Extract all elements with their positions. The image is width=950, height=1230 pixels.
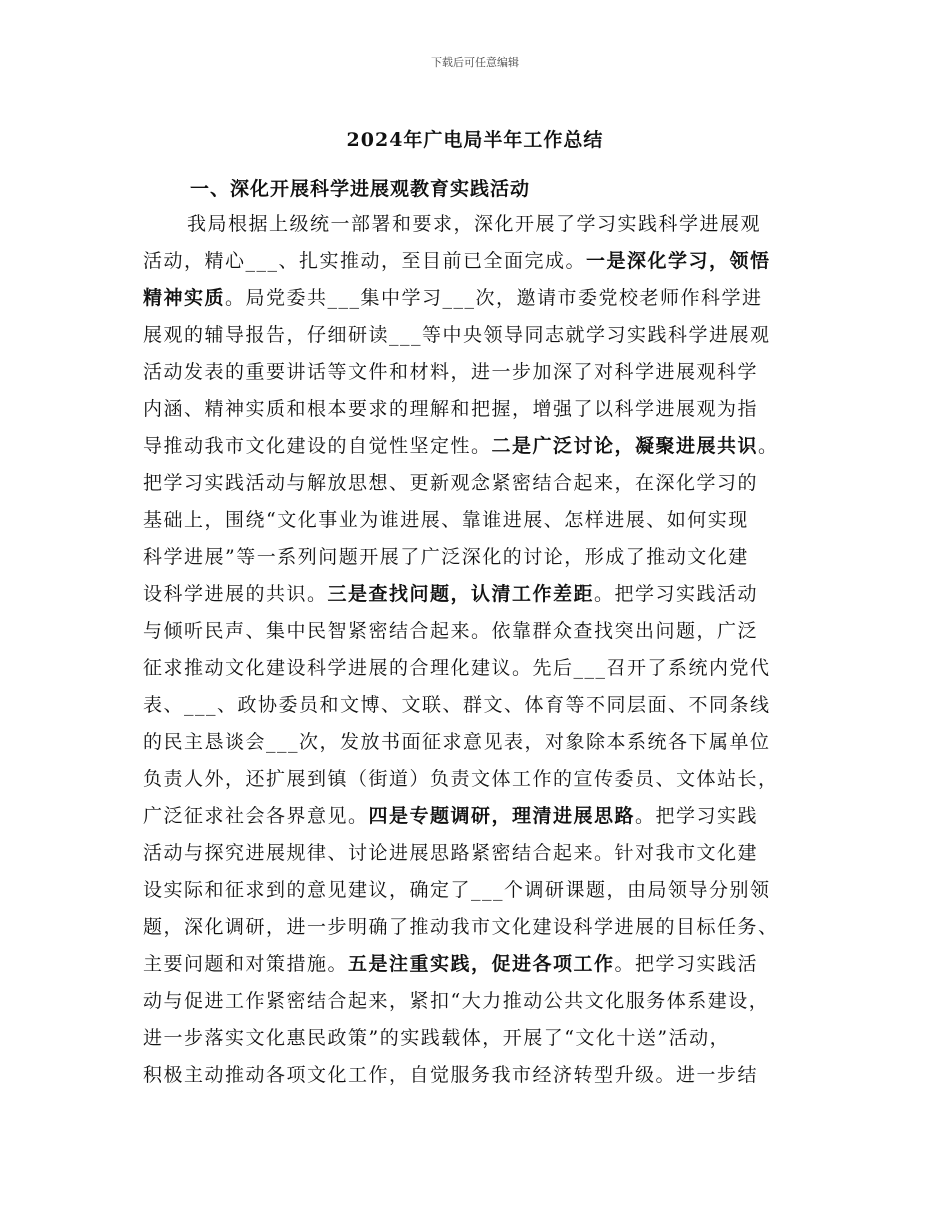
text-line (143, 835, 823, 872)
text-segment: 活动发表的重要讲话等文件和材料，进一步加深了对科学进展观科学 (143, 361, 759, 383)
document-title: 2024年广电局半年工作总结 (346, 129, 604, 151)
bold-phrase: 四是专题调研，理清进展思路 (368, 805, 636, 827)
text-line (143, 465, 823, 502)
text-line (143, 613, 823, 650)
text-line (143, 391, 823, 428)
text-segment: 基础上，围绕“文化事业为谁进展、靠谁进展、怎样进展、如何实现 (143, 509, 749, 531)
text-line (143, 539, 823, 576)
text-line (143, 1057, 823, 1094)
bold-phrase: 三是查找问题，认清工作差距 (327, 583, 595, 605)
text-segment: 题，深化调研，进一步明确了推动我市文化建设科学进展的目标任务、 (143, 916, 779, 938)
text-segment: 活动，精心___、扎实推动，至目前已全面完成。 (143, 250, 587, 272)
bold-phrase: 五是注重实践，促进各项工作 (348, 953, 615, 975)
text-line (143, 761, 823, 798)
text-segment: 广泛征求社会各界意见。 (143, 805, 369, 827)
text-segment: 活动与探究进展规律、讨论进展思路紧密结合起来。针对我市文化建 (143, 842, 759, 864)
text-segment: 。把学习实践活 (614, 953, 759, 975)
text-segment: 展观的辅导报告，仔细研读___等中央领导同志就学习实践科学进展观 (143, 324, 771, 346)
text-segment: 内涵、精神实质和根本要求的理解和把握，增强了以科学进展观为指 (143, 398, 759, 420)
bold-phrase: 二是广泛讨论，凝聚进展共识 (491, 435, 759, 457)
text-segment: 征求推动文化建设科学进展的合理化建议。先后___召开了系统内党代 (143, 657, 771, 679)
text-line (143, 983, 823, 1020)
text-segment: 主要问题和对策措施。 (143, 953, 349, 975)
text-segment: 。把学习实践活动 (594, 583, 759, 605)
text-segment: 表、___、政协委员和文博、文联、群文、体育等不同层面、不同条线 (143, 694, 771, 716)
text-line (143, 872, 823, 909)
text-segment: 设科学进展的共识。 (143, 583, 328, 605)
text-segment: 动与促进工作紧密结合起来，紧扣“大力推动公共文化服务体系建设， (143, 990, 770, 1012)
body-paragraph (143, 206, 823, 1094)
text-segment: 导推动我市文化建设的自觉性坚定性。 (143, 435, 492, 457)
text-segment: 负责人外，还扩展到镇（街道）负责文体工作的宣传委员、文体站长， (143, 768, 779, 790)
text-line (143, 687, 823, 724)
text-line (143, 576, 823, 613)
text-segment: 。局党委共___集中学习___次，邀请市委党校老师作科学进 (225, 287, 763, 309)
text-segment: 进一步落实文化惠民政策”的实践载体，开展了“文化十送”活动， (143, 1027, 731, 1049)
header-note: 下载后可任意编辑 (431, 56, 519, 69)
text-line (143, 1020, 823, 1057)
bold-phrase: 精神实质 (143, 287, 226, 309)
text-line (143, 724, 823, 761)
text-line (143, 798, 823, 835)
text-segment: 。把学习实践 (635, 805, 759, 827)
text-line (143, 243, 823, 280)
text-segment: 。 (758, 435, 779, 457)
bold-phrase: 一是深化学习，领悟 (586, 250, 771, 272)
text-segment: 我局根据上级统一部署和要求，深化开展了学习实践科学进展观 (187, 213, 762, 235)
text-segment: 把学习实践活动与解放思想、更新观念紧密结合起来，在深化学习的 (143, 472, 759, 494)
text-segment: 积极主动推动各项文化工作，自觉服务我市经济转型升级。进一步结 (143, 1064, 759, 1086)
text-line (143, 206, 823, 243)
text-line (143, 354, 823, 391)
text-line (143, 280, 823, 317)
text-segment: 设实际和征求到的意见建议，确定了___个调研课题，由局领导分别领 (143, 879, 771, 901)
text-line (143, 428, 823, 465)
text-segment: 科学进展”等一系列问题开展了广泛深化的讨论，形成了推动文化建 (143, 546, 749, 568)
text-line (143, 317, 823, 354)
text-line (143, 909, 823, 946)
section-heading: 一、深化开展科学进展观教育实践活动 (190, 178, 531, 200)
text-segment: 的民主恳谈会___次，发放书面征求意见表，对象除本系统各下属单位 (143, 731, 771, 753)
text-line (143, 650, 823, 687)
text-line (143, 502, 823, 539)
text-segment: 与倾听民声、集中民智紧密结合起来。依靠群众查找突出问题，广泛 (143, 620, 759, 642)
text-line (143, 946, 823, 983)
